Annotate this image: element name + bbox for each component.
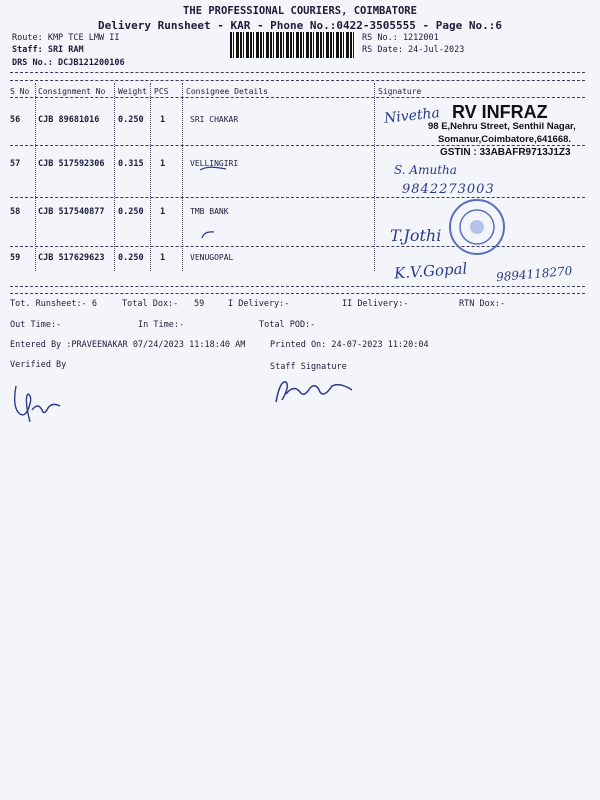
rs-date: RS Date: 24-Jul-2023: [362, 45, 465, 55]
row-59-weight: 0.250: [118, 253, 144, 263]
printed-on: Printed On: 24-07-2023 11:20:04: [270, 340, 429, 350]
row-58-consignment: CJB 517540877: [38, 207, 105, 217]
row-59-pcs: 1: [160, 253, 166, 263]
column-separator: [35, 83, 36, 271]
ii-delivery: II Delivery:-: [342, 299, 409, 309]
rs-number: RS No.: 1212001: [362, 33, 439, 43]
row-56-weight: 0.250: [118, 115, 144, 125]
row-58-pcs: 1: [160, 207, 166, 217]
row-59-phone: 9894118270: [495, 263, 573, 285]
divider: [10, 72, 585, 73]
staff-signature-label: Staff Signature: [270, 362, 347, 372]
verified-signature: [8, 378, 68, 430]
row-59-consignment: CJB 517629623: [38, 253, 105, 263]
column-separator: [182, 83, 183, 271]
row-57-phone: 9842273003: [402, 182, 495, 197]
row-56-consignee: SRI CHAKAR: [190, 115, 239, 124]
row-59-consignee: VENUGOPAL: [190, 253, 234, 262]
route-field: Route: KMP TCE LMW II: [12, 33, 120, 43]
row-57-name: S. Amutha: [394, 163, 457, 177]
seal-stamp: [448, 198, 506, 256]
row-56-pcs: 1: [160, 115, 166, 125]
column-separator: [374, 83, 375, 271]
divider: [10, 145, 585, 146]
row-58-consignee: TMB BANK: [190, 207, 229, 216]
rtn-dox: RTN Dox:-: [459, 299, 506, 309]
col-header-sno: S No: [10, 87, 30, 96]
col-header-pcs: PCS: [154, 87, 169, 96]
column-separator: [114, 83, 115, 271]
total-dox-label: Total Dox:-: [122, 299, 179, 309]
row-57-consignment: CJB 517592306: [38, 159, 105, 169]
drs-field: DRS No.: DCJB121200106: [12, 58, 125, 68]
row-59-sno: 59: [10, 253, 21, 263]
stamp-name: RV INFRAZ: [452, 102, 548, 122]
divider: [10, 80, 585, 81]
staff-field: Staff: SRI RAM: [12, 45, 84, 55]
total-runsheet: Tot. Runsheet:- 6: [10, 299, 97, 309]
row-57-pcs: 1: [160, 159, 166, 169]
total-pod: Total POD:-: [259, 320, 316, 330]
stamp-address-1: 98 E,Nehru Street, Senthil Nagar,: [428, 121, 576, 132]
row-58-weight: 0.250: [118, 207, 144, 217]
verified-by-label: Verified By: [10, 360, 67, 370]
row-59-signature: K.V.Gopal: [393, 259, 468, 283]
col-header-consignee: Consignee Details: [186, 87, 268, 96]
barcode: [230, 32, 356, 58]
row-58-signature: T.Jothi: [390, 226, 442, 245]
row-58-sno: 58: [10, 207, 21, 217]
column-separator: [150, 83, 151, 271]
row-56-consignment: CJB 89681016: [38, 115, 100, 125]
company-title: THE PROFESSIONAL COURIERS, COIMBATORE: [183, 5, 417, 17]
in-time: In Time:-: [138, 320, 185, 330]
divider: [10, 293, 585, 294]
row-57-sno: 57: [10, 159, 21, 169]
row-57-consignee: VELLINGIRI: [190, 159, 239, 168]
pen-tick: [198, 228, 218, 240]
i-delivery: I Delivery:-: [228, 299, 290, 309]
row-57-weight: 0.315: [118, 159, 144, 169]
out-time: Out Time:-: [10, 320, 62, 330]
stamp-address-2: Somanur,Coimbatore,641668.: [438, 134, 572, 145]
pen-tick: [198, 164, 228, 174]
col-header-signature: Signature: [378, 87, 422, 96]
divider: [10, 286, 585, 287]
col-header-consignment: Consignment No: [38, 87, 106, 96]
staff-signature: [270, 372, 360, 408]
total-dox-value: 59: [194, 299, 205, 309]
stamp-gstin: GSTIN : 33ABAFR9713J1Z3: [440, 147, 571, 158]
row-56-sno: 56: [10, 115, 21, 125]
row-56-signature: Nivetha: [383, 105, 441, 127]
runsheet-subtitle: Delivery Runsheet - KAR - Phone No.:0422-3505555 - Page No.:6: [98, 19, 502, 32]
col-header-weight: Weight: [118, 87, 147, 96]
entered-by: Entered By :PRAVEENAKAR 07/24/2023 11:18:40 AM: [10, 340, 246, 350]
divider: [10, 97, 585, 98]
